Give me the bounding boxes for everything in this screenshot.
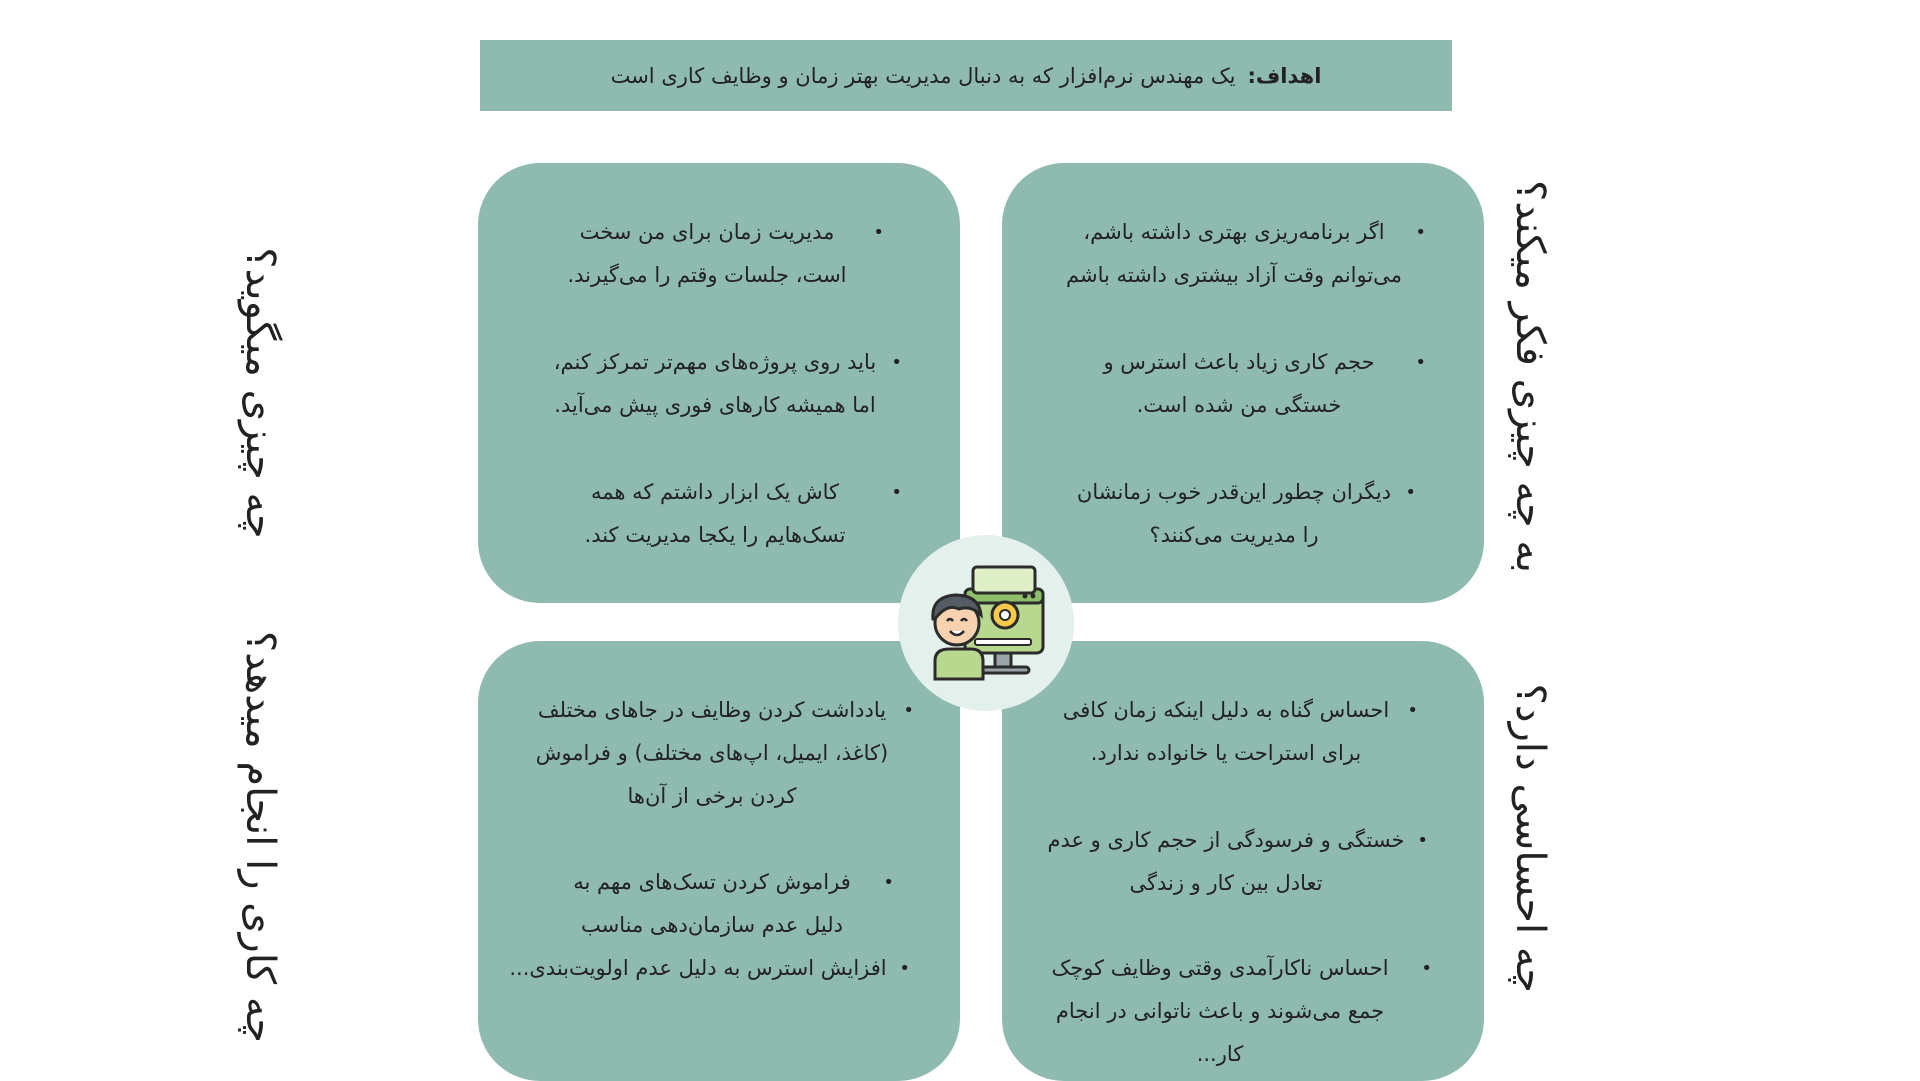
says-item: • کاش یک ابزار داشتم که همه تسک‌هایم را یکجا مدیریت کند. xyxy=(584,480,902,547)
feels-item: • احساس گناه به دلیل اینکه زمان کافی برای استراحت یا خانواده ندارد. xyxy=(1062,698,1418,765)
goal-label: اهداف: xyxy=(1247,63,1322,88)
does-item: • افزایش استرس به دلیل عدم اولویت‌بندی... xyxy=(509,956,910,980)
does-card xyxy=(478,641,960,1081)
feels-item: • احساس ناکارآمدی وقتی وظایف کوچک جمع می‌شوند و باعث ناتوانی در انجام کار... xyxy=(1051,956,1432,1066)
says-card xyxy=(478,163,960,603)
says-item: • مدیریت زمان برای من سخت است، جلسات وقتم را می‌گیرند. xyxy=(567,220,884,287)
thinks-title: به چه چیزی فکر میکند؟ xyxy=(1507,180,1553,573)
does-item: • یادداشت کردن وظایف در جاهای مختلف (کاغذ، ایمیل، اپ‌های مختلف) و فراموش کردن برخی از آن‌ها xyxy=(535,698,914,808)
feels-card xyxy=(1002,641,1484,1081)
does-title: چه کاری را انجام میدهد؟ xyxy=(237,630,283,1043)
thinks-item: • حجم کاری زیاد باعث استرس و خستگی من شده است. xyxy=(1103,350,1426,417)
says-item: • باید روی پروژه‌های مهم‌تر تمرکز کنم، اما همیشه کارهای فوری پیش می‌آید. xyxy=(553,350,902,417)
thinks-item: • اگر برنامه‌ریزی بهتری داشته باشم، می‌توانم وقت آزاد بیشتری داشته باشم xyxy=(1066,220,1426,287)
feels-title: چه احساسی دارد؟ xyxy=(1507,683,1553,993)
thinks-item: • دیگران چطور این‌قدر خوب زمانشان را مدیریت می‌کنند؟ xyxy=(1076,480,1416,547)
feels-item: • خستگی و فرسودگی از حجم کاری و عدم تعادل بین کار و زندگی xyxy=(1047,828,1428,895)
center-circle xyxy=(898,535,1074,711)
software-engineer-avatar-icon xyxy=(913,549,1059,695)
says-title: چه چیزی میگوید؟ xyxy=(237,247,283,539)
does-item: • فراموش کردن تسک‌های مهم به دلیل عدم سازمان‌دهی مناسب xyxy=(573,870,894,937)
goal-text: یک مهندس نرم‌افزار که به دنبال مدیریت بهتر زمان و وظایف کاری است xyxy=(610,63,1236,88)
goal-bar xyxy=(480,40,1452,111)
thinks-card xyxy=(1002,163,1484,603)
